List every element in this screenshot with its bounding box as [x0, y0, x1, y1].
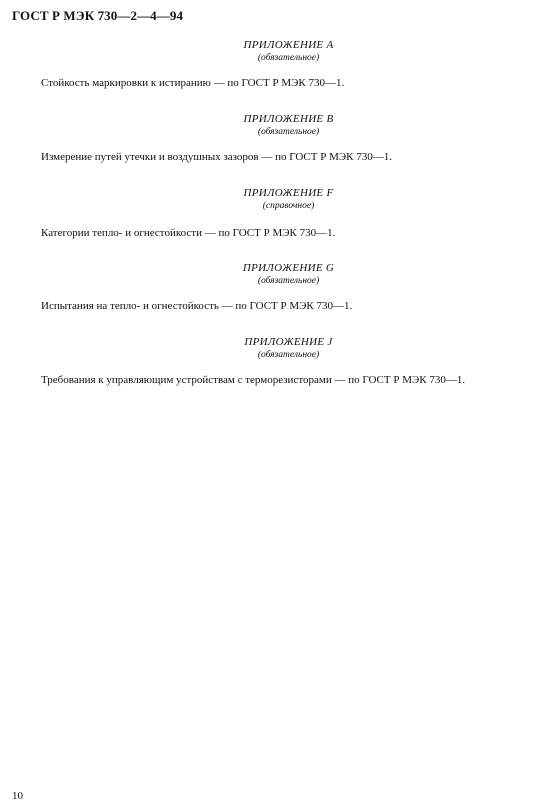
appendix-f-status: (справочное) — [262, 201, 315, 211]
appendix-f-text: Категории тепло- и огнестойкости — по ГОСТ Р МЭК 730—1. — [41, 227, 336, 239]
appendix-b-title: ПРИЛОЖЕНИЕ В — [243, 113, 334, 125]
appendix-g-status: (обязательное) — [257, 276, 320, 286]
appendix-b-status: (обязательное) — [257, 127, 320, 137]
appendix-a-status: (обязательное) — [257, 53, 320, 63]
appendix-a-text: Стойкость маркировки к истиранию — по ГОСТ Р МЭК 730—1. — [41, 77, 345, 89]
appendix-j-status: (обязательное) — [257, 350, 320, 360]
appendix-g-text: Испытания на тепло- и огнестойкость — по ГОСТ Р МЭК 730—1. — [41, 300, 353, 312]
page-number: 10 — [12, 790, 23, 802]
appendix-j-text: Требования к управляющим устройствам с терморезисторами — по ГОСТ Р МЭК 730—1. — [41, 374, 466, 386]
document-header: ГОСТ Р МЭК 730—2—4—94 — [12, 8, 184, 23]
appendix-a-title: ПРИЛОЖЕНИЕ А — [243, 39, 334, 51]
appendix-f-title: ПРИЛОЖЕНИЕ F — [243, 187, 334, 199]
appendix-b-text: Измерение путей утечки и воздушных зазоров — по ГОСТ Р МЭК 730—1. — [41, 151, 392, 163]
appendix-j-title: ПРИЛОЖЕНИЕ J — [244, 336, 333, 348]
appendix-g-title: ПРИЛОЖЕНИЕ G — [242, 262, 335, 274]
